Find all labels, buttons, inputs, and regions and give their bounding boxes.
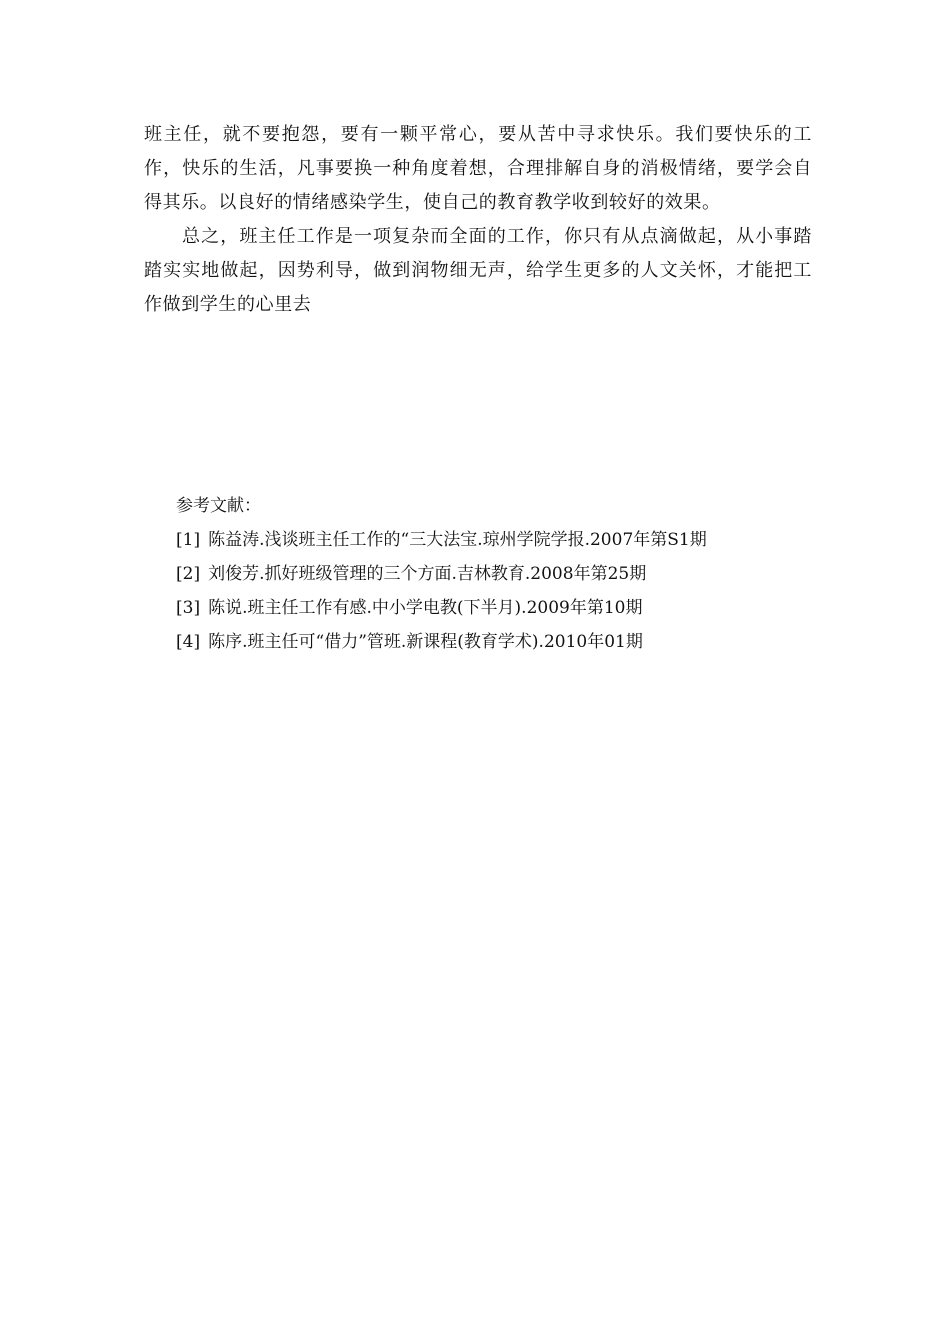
body-text: [144, 118, 812, 322]
paragraph: 总之，班主任工作是一项复杂而全面的工作，你只有从点滴做起，从小事踏踏实实地做起，因势利导，做到润物细无声，给学生更多的人文关怀，才能把工作做到学生的心里去: [144, 226, 812, 315]
references-section: [176, 489, 816, 659]
reference-number: [3]: [176, 598, 201, 618]
references-heading: 参考文献：: [176, 496, 261, 516]
reference-number: [4]: [176, 632, 201, 652]
reference-item: [176, 625, 816, 659]
reference-number: [2]: [176, 564, 201, 584]
references-list: [176, 523, 816, 659]
reference-text: 陈说.班主任工作有感.中小学电教(下半月).2009年第10期: [208, 598, 643, 618]
reference-text: 刘俊芳.抓好班级管理的三个方面.吉林教育.2008年第25期: [208, 564, 647, 584]
reference-item: [176, 523, 816, 557]
reference-text: 陈序.班主任可“借力”管班.新课程(教育学术).2010年01期: [208, 632, 643, 652]
reference-item: [176, 591, 816, 625]
reference-text: 陈益涛.浅谈班主任工作的“三大法宝.琼州学院学报.2007年第S1期: [208, 530, 707, 550]
reference-item: [176, 557, 816, 591]
paragraph: 班主任，就不要抱怨，要有一颗平常心，要从苦中寻求快乐。我们要快乐的工作，快乐的生活，凡事要换一种角度着想，合理排解自身的消极情绪，要学会自得其乐。以良好的情绪感染学生，使自己的教育教学收到较好的效果。: [144, 124, 812, 213]
reference-number: [1]: [176, 530, 201, 550]
